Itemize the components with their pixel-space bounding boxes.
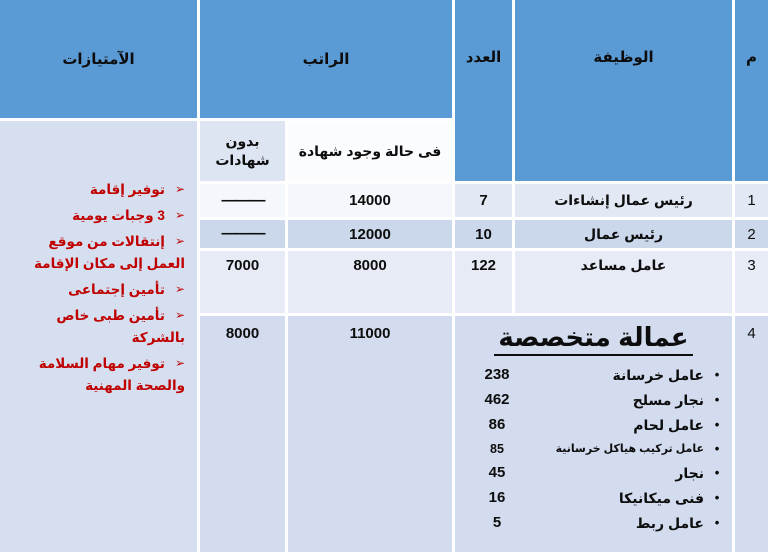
header-cell-serial: م — [735, 0, 768, 181]
count-cell: 122 — [455, 251, 512, 313]
salary-with-cert-cell: 8000 — [288, 251, 452, 313]
subjob-name: نجار — [675, 465, 704, 481]
dot-bullet-icon: • — [714, 367, 720, 382]
dot-bullet-icon: • — [714, 417, 720, 432]
subjob-row — [457, 486, 726, 510]
dot-bullet-icon: • — [714, 441, 720, 456]
subjob-count: 462 — [484, 391, 510, 408]
subheader-without-certificate-label: بدون شهادات — [215, 133, 270, 168]
benefit-text: توفير مهام السلامة والصحة المهنية — [38, 356, 185, 393]
salary-without-cert-cell — [200, 220, 285, 248]
benefit-text: توفير إقامة — [89, 182, 165, 197]
header-cell-salary: الراتب — [200, 0, 452, 118]
benefit-item — [8, 353, 185, 397]
specialized-labor-title: عمالة متخصصة — [494, 322, 692, 356]
specialized-labor-cell — [455, 316, 732, 552]
serial-cell: 3 — [735, 251, 768, 313]
serial-cell: 4 — [735, 316, 768, 552]
no-salary-dash: ——— — [221, 191, 264, 209]
salary-without-cert-cell: 8000 — [200, 316, 285, 552]
subjob-count: 238 — [484, 366, 510, 383]
header-cell-benefits: الآمتيازات — [0, 0, 197, 118]
subjob-row — [457, 363, 726, 387]
subheader-without-certificate — [200, 121, 285, 181]
benefit-item — [8, 231, 185, 275]
header-cell-count: العدد — [455, 0, 512, 181]
subjob-row — [457, 511, 726, 535]
salary-without-cert-cell: 7000 — [200, 251, 285, 313]
no-salary-dash: ——— — [221, 225, 264, 242]
subjob-count: 86 — [488, 416, 506, 433]
benefit-text: تأمين طبى خاص بالشركة — [56, 308, 185, 345]
arrow-bullet-icon: ➢ — [174, 208, 185, 222]
specialized-labor-list — [455, 363, 732, 535]
count-cell: 10 — [455, 220, 512, 248]
benefits-cell — [0, 121, 197, 552]
benefit-item — [8, 205, 185, 227]
subjob-name: نجار مسلح — [632, 392, 704, 408]
dot-bullet-icon: • — [714, 465, 720, 480]
subjob-row — [457, 461, 726, 485]
arrow-bullet-icon: ➢ — [174, 234, 185, 248]
job-cell: عامل مساعد — [515, 251, 732, 313]
dot-bullet-icon: • — [714, 392, 720, 407]
dot-bullet-icon: • — [714, 490, 720, 505]
benefit-item — [8, 279, 185, 301]
subjob-row — [457, 438, 726, 460]
benefit-item — [8, 305, 185, 349]
benefit-item — [8, 179, 185, 201]
subheader-with-certificate-label: فى حالة وجود شهادة — [298, 142, 442, 159]
job-cell: رئيس عمال — [515, 220, 732, 248]
subjob-name: فنى ميكانيكا — [618, 490, 704, 506]
arrow-bullet-icon: ➢ — [174, 282, 185, 296]
salary-with-cert-cell: 11000 — [288, 316, 452, 552]
count-cell: 7 — [455, 184, 512, 217]
arrow-bullet-icon: ➢ — [174, 308, 185, 322]
salary-with-cert-cell: 14000 — [288, 184, 452, 217]
salary-with-cert-cell: 12000 — [288, 220, 452, 248]
benefit-text: تأمين إجتماعى — [68, 282, 165, 297]
subjob-count: 5 — [492, 514, 502, 531]
subjob-name: عامل تركيب هياكل خرسانية — [555, 443, 704, 455]
benefit-text: 3 وجبات يومية — [72, 208, 165, 223]
subjob-name: عامل ربط — [635, 515, 704, 531]
header-cell-job: الوظيفة — [515, 0, 732, 181]
subjob-row — [457, 388, 726, 412]
serial-cell: 2 — [735, 220, 768, 248]
benefits-list — [8, 179, 185, 397]
subjob-count: 16 — [488, 489, 506, 506]
serial-cell: 1 — [735, 184, 768, 217]
subjob-count: 45 — [488, 464, 506, 481]
subjob-name: عامل لحام — [633, 417, 704, 433]
subheader-with-certificate — [288, 121, 452, 181]
arrow-bullet-icon: ➢ — [174, 182, 185, 196]
salary-without-cert-cell — [200, 184, 285, 217]
dot-bullet-icon: • — [714, 515, 720, 530]
subjob-row — [457, 413, 726, 437]
job-cell: رئيس عمال إنشاءات — [515, 184, 732, 217]
subjob-count: 85 — [490, 442, 504, 456]
subjob-name: عامل خرسانة — [612, 367, 704, 383]
arrow-bullet-icon: ➢ — [174, 356, 185, 370]
benefit-text: إنتقالات من موقع العمل إلى مكان الإقامة — [34, 234, 185, 271]
